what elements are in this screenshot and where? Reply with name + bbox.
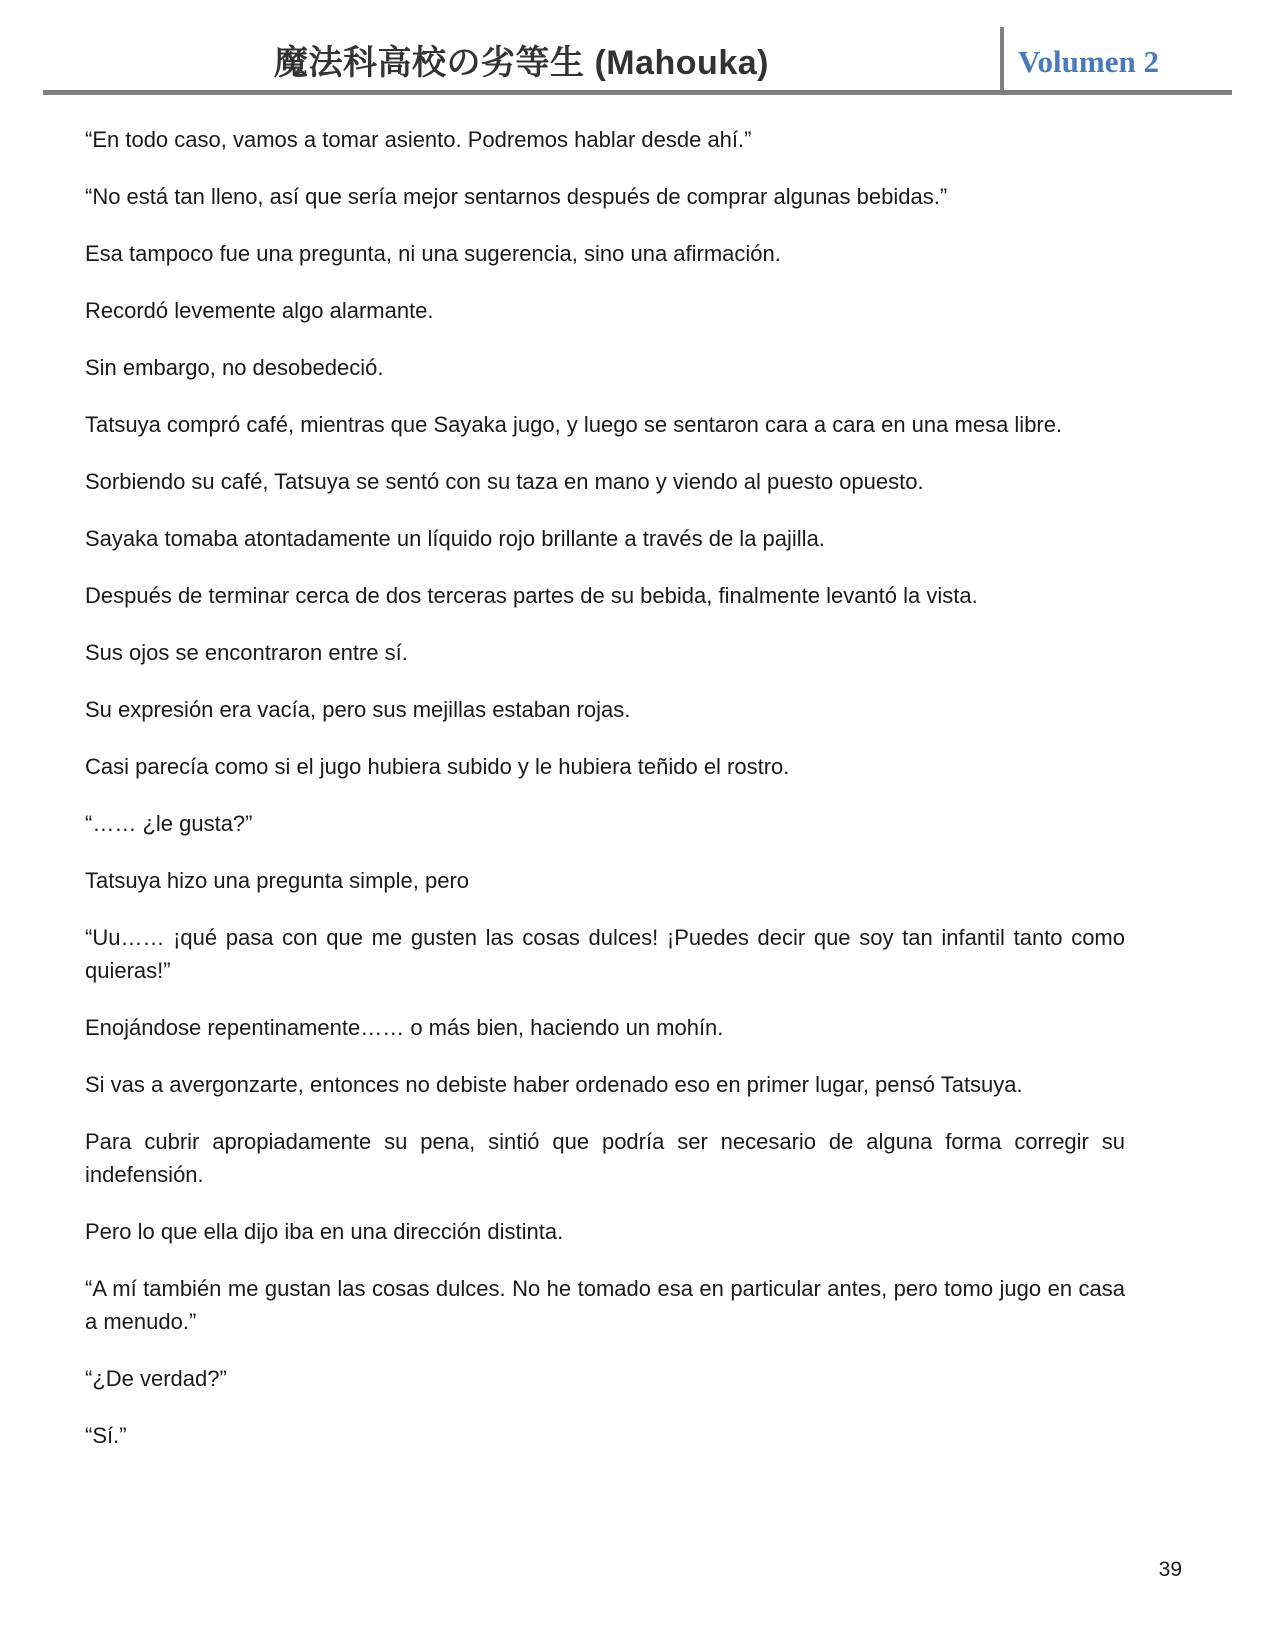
paragraph: “…… ¿le gusta?” — [85, 811, 253, 836]
volume-label: Volumen 2 — [1018, 44, 1159, 79]
body-text — [0, 95, 1275, 1452]
page-title: 魔法科高校の劣等生 (Mahouka) — [274, 44, 769, 82]
page-number: 39 — [1158, 1558, 1182, 1581]
paragraph: Si vas a avergonzarte, entonces no debiste haber ordenado eso en primer lugar, pensó Tatsuya. — [85, 1072, 1023, 1097]
paragraph: Tatsuya compró café, mientras que Sayaka jugo, y luego se sentaron cara a cara en una mesa libre. — [85, 412, 1063, 437]
paragraph: Para cubrir apropiadamente su pena, sintió que podría ser necesario de alguna forma corregir su indefensión. — [85, 1129, 1125, 1187]
paragraph: “Sí.” — [85, 1423, 127, 1448]
paragraph: Sayaka tomaba atontadamente un líquido rojo brillante a través de la pajilla. — [85, 526, 825, 551]
paragraph: Sorbiendo su café, Tatsuya se sentó con su taza en mano y viendo al puesto opuesto. — [85, 469, 924, 494]
paragraph: Sin embargo, no desobedeció. — [85, 355, 384, 380]
header-title-area — [43, 20, 1000, 90]
paragraph: Su expresión era vacía, pero sus mejillas estaban rojas. — [85, 697, 631, 722]
paragraph: Sus ojos se encontraron entre sí. — [85, 640, 408, 665]
header-volume-area — [1004, 20, 1232, 90]
paragraph: “Uu…… ¡qué pasa con que me gusten las cosas dulces! ¡Puedes decir que soy tan infantil tanto como quieras!” — [85, 925, 1125, 983]
paragraph: Recordó levemente algo alarmante. — [85, 298, 434, 323]
paragraph: “A mí también me gustan las cosas dulces. No he tomado esa en particular antes, pero tomo jugo en casa a menudo.” — [85, 1276, 1125, 1334]
paragraph: “¿De verdad?” — [85, 1366, 227, 1391]
page-header — [43, 20, 1232, 95]
paragraph: Enojándose repentinamente…… o más bien, haciendo un mohín. — [85, 1015, 724, 1040]
paragraph: Casi parecía como si el jugo hubiera subido y le hubiera teñido el rostro. — [85, 754, 790, 779]
paragraph: “En todo caso, vamos a tomar asiento. Podremos hablar desde ahí.” — [85, 127, 752, 152]
paragraph: Pero lo que ella dijo iba en una dirección distinta. — [85, 1219, 564, 1244]
paragraph: “No está tan lleno, así que sería mejor sentarnos después de comprar algunas bebidas.” — [85, 184, 948, 209]
paragraph: Después de terminar cerca de dos terceras partes de su bebida, finalmente levantó la vista. — [85, 583, 978, 608]
paragraph: Esa tampoco fue una pregunta, ni una sugerencia, sino una afirmación. — [85, 241, 781, 266]
paragraph: Tatsuya hizo una pregunta simple, pero — [85, 868, 470, 893]
